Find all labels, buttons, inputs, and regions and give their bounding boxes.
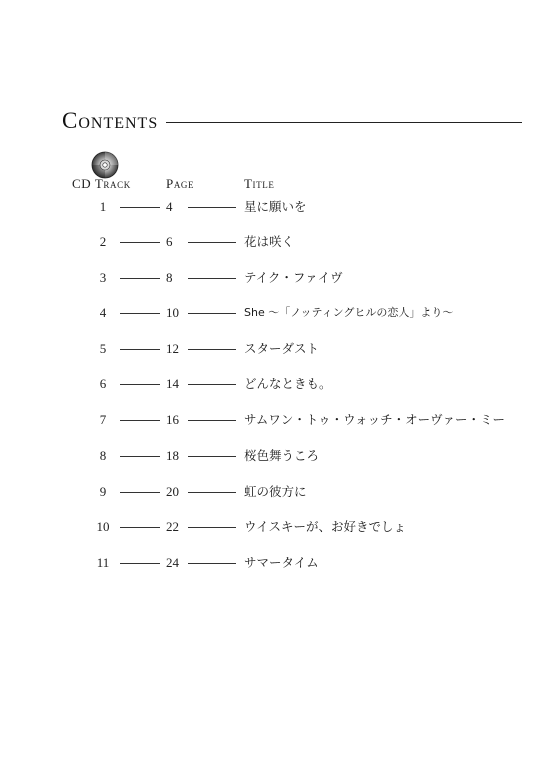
page-number: 12: [166, 341, 179, 356]
track-number: 4: [99, 305, 107, 320]
leader-line: [120, 207, 160, 208]
leader-line: [188, 313, 236, 314]
page-number: 4: [166, 199, 173, 214]
leader-line: [120, 242, 160, 243]
cd-disc-icon: [91, 151, 119, 179]
song-title: どんなときも。: [244, 376, 332, 391]
list-item: [0, 339, 560, 359]
page-number: 10: [166, 305, 179, 320]
page-number: 14: [166, 376, 179, 391]
leader-line: [188, 207, 236, 208]
track-number: 9: [99, 484, 107, 499]
list-item: [0, 374, 560, 394]
page-number: 8: [166, 270, 173, 285]
page-number: 24: [166, 555, 179, 570]
page-title: Contents: [62, 108, 159, 133]
list-item: [0, 482, 560, 502]
leader-line: [120, 563, 160, 564]
leader-line: [188, 563, 236, 564]
leader-line: [120, 456, 160, 457]
leader-line: [120, 492, 160, 493]
leader-line: [120, 384, 160, 385]
page-number: 6: [166, 234, 173, 249]
track-number: 5: [99, 341, 107, 356]
contents-heading: [62, 104, 522, 138]
song-title: ウイスキーが、お好きでしょ: [244, 519, 407, 534]
leader-line: [188, 456, 236, 457]
track-number: 6: [99, 376, 107, 391]
song-title: テイク・ファイヴ: [244, 270, 343, 285]
track-number: 1: [99, 199, 107, 214]
column-header-cd-track: CD Track: [72, 176, 131, 191]
list-item: [0, 410, 560, 430]
track-number: 11: [96, 555, 110, 570]
list-item: [0, 197, 560, 217]
leader-line: [120, 313, 160, 314]
list-item: [0, 553, 560, 573]
track-number: 2: [99, 234, 107, 249]
song-title: 星に願いを: [244, 199, 307, 214]
leader-line: [188, 420, 236, 421]
list-item: [0, 268, 560, 288]
leader-line: [188, 278, 236, 279]
leader-line: [188, 349, 236, 350]
song-title: サムワン・トゥ・ウォッチ・オーヴァー・ミー: [244, 412, 505, 427]
leader-line: [188, 242, 236, 243]
leader-line: [120, 349, 160, 350]
page-number: 16: [166, 412, 179, 427]
song-title: スターダスト: [244, 341, 320, 356]
leader-line: [188, 527, 236, 528]
column-header-page: Page: [166, 176, 195, 191]
column-header-title: Title: [244, 176, 275, 191]
page-number: 20: [166, 484, 179, 499]
leader-line: [188, 384, 236, 385]
track-number: 10: [96, 519, 110, 534]
page-number: 22: [166, 519, 179, 534]
list-item: [0, 517, 560, 537]
track-number: 7: [99, 412, 107, 427]
track-number: 8: [99, 448, 107, 463]
song-title: サマータイム: [244, 555, 319, 570]
heading-rule: [166, 122, 522, 123]
song-title: 虹の彼方に: [244, 484, 307, 499]
page-number: 18: [166, 448, 179, 463]
leader-line: [120, 278, 160, 279]
track-number: 3: [99, 270, 107, 285]
song-title: 花は咲く: [244, 234, 295, 249]
leader-line: [188, 492, 236, 493]
song-title: She 〜「ノッティングヒルの恋人」より〜: [244, 306, 454, 319]
list-item: [0, 446, 560, 466]
list-item: [0, 232, 560, 252]
leader-line: [120, 527, 160, 528]
leader-line: [120, 420, 160, 421]
song-title: 桜色舞うころ: [244, 448, 320, 463]
list-item: [0, 303, 560, 323]
